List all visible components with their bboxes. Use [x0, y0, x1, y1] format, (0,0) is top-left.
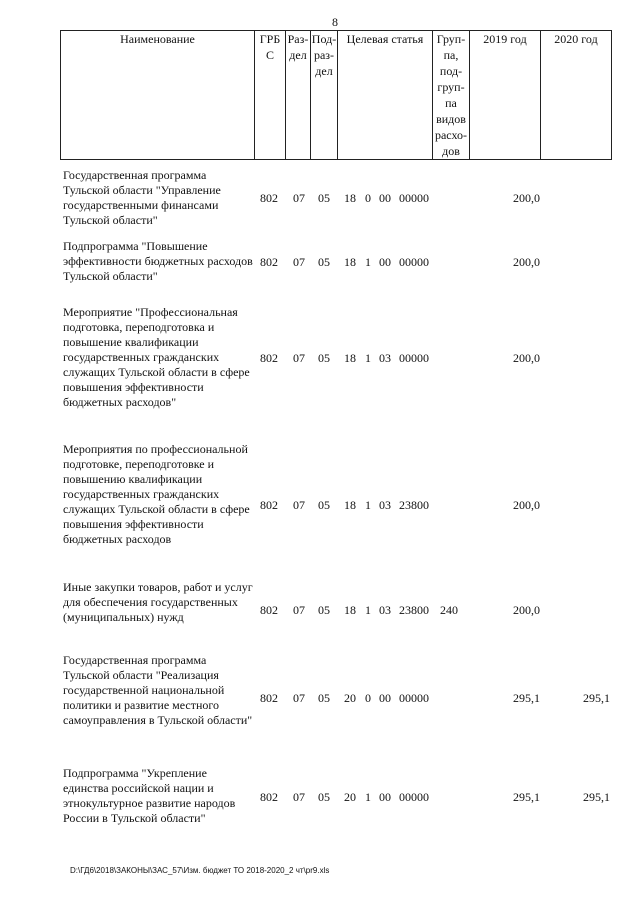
row-target-event: 03 — [379, 603, 391, 617]
row-target-program: 18 — [344, 191, 356, 205]
page-number: 8 — [332, 15, 338, 29]
header-name-cell — [61, 31, 255, 160]
row-podrazdel: 05 — [318, 603, 330, 617]
header-2019: 2019 год — [483, 32, 527, 46]
row-target-subprogram: 0 — [365, 691, 371, 705]
file-path-footer: D:\ГД6\2018\ЗАКОНЫ\ЗАС_57\Изм. бюджет ТО 2018-2020_2 чт\pr9.xls — [70, 866, 330, 875]
row-name: Государственная программа Тульской области "Управление государственными финансами Тульской области" — [63, 168, 221, 227]
row-target-direction: 00000 — [399, 351, 429, 365]
row-name: Иные закупки товаров, работ и услуг для обеспечения государственных (муниципальных) нужд — [63, 580, 253, 624]
row-target-subprogram: 0 — [365, 191, 371, 205]
header-razdel: Раз- дел — [287, 32, 309, 62]
header-razdel-cell — [286, 31, 311, 160]
header-grbs: ГРБ С — [259, 32, 281, 62]
row-razdel: 07 — [293, 790, 305, 804]
row-grbs: 802 — [260, 691, 278, 705]
row-2020: 295,1 — [583, 691, 610, 705]
row-podrazdel: 05 — [318, 191, 330, 205]
row-target-event: 00 — [379, 255, 391, 269]
row-grbs: 802 — [260, 790, 278, 804]
row-razdel: 07 — [293, 351, 305, 365]
header-2019-cell — [470, 31, 541, 160]
row-grbs: 802 — [260, 603, 278, 617]
header-podrazdel: Под- раз- дел — [311, 32, 337, 78]
row-razdel: 07 — [293, 498, 305, 512]
row-podrazdel: 05 — [318, 790, 330, 804]
row-target-direction: 23800 — [399, 603, 429, 617]
row-podrazdel: 05 — [318, 255, 330, 269]
header-target: Целевая статья — [346, 32, 424, 46]
row-razdel: 07 — [293, 603, 305, 617]
row-target-subprogram: 1 — [365, 603, 371, 617]
header-podrazdel-cell — [311, 31, 338, 160]
row-target-direction: 00000 — [399, 790, 429, 804]
row-target-direction: 00000 — [399, 191, 429, 205]
header-group: Груп- па, под- груп- па видов расхо- дов — [434, 32, 468, 158]
header-name: Наименование — [120, 32, 195, 46]
row-target-program: 20 — [344, 790, 356, 804]
row-target-event: 00 — [379, 790, 391, 804]
row-target-event: 00 — [379, 691, 391, 705]
row-target-program: 18 — [344, 351, 356, 365]
row-2019: 200,0 — [513, 603, 540, 617]
row-podrazdel: 05 — [318, 351, 330, 365]
row-target-subprogram: 1 — [365, 498, 371, 512]
row-target-program: 18 — [344, 603, 356, 617]
table-header — [60, 30, 612, 160]
row-podrazdel: 05 — [318, 691, 330, 705]
row-razdel: 07 — [293, 691, 305, 705]
header-group-cell — [433, 31, 470, 160]
row-target-direction: 00000 — [399, 691, 429, 705]
row-grbs: 802 — [260, 255, 278, 269]
row-target-subprogram: 1 — [365, 351, 371, 365]
row-grbs: 802 — [260, 498, 278, 512]
row-grbs: 802 — [260, 351, 278, 365]
row-target-subprogram: 1 — [365, 790, 371, 804]
row-2019: 295,1 — [513, 691, 540, 705]
row-name: Подпрограмма "Укрепление единства российской нации и этнокультурное развитие народов России в Тульской области" — [63, 766, 236, 825]
row-name: Подпрограмма "Повышение эффективности бюджетных расходов Тульской области" — [63, 239, 253, 283]
header-2020: 2020 год — [554, 32, 598, 46]
row-razdel: 07 — [293, 191, 305, 205]
row-target-program: 20 — [344, 691, 356, 705]
row-2019: 200,0 — [513, 255, 540, 269]
row-name: Мероприятие "Профессиональная подготовка, переподготовка и повышение квалификации государственных гражданских служащих Тульской области в сфере повышения эффективности бюджетных расходов" — [63, 305, 250, 409]
row-target-program: 18 — [344, 255, 356, 269]
row-target-event: 00 — [379, 191, 391, 205]
row-grbs: 802 — [260, 191, 278, 205]
row-target-direction: 23800 — [399, 498, 429, 512]
row-target-direction: 00000 — [399, 255, 429, 269]
row-target-event: 03 — [379, 498, 391, 512]
header-grbs-cell — [255, 31, 286, 160]
row-name: Мероприятия по профессиональной подготовке, переподготовке и повышению квалификации государственных гражданских служащих Тульской области в сфере повышения эффективности бюджетных расходов — [63, 442, 250, 546]
row-target-program: 18 — [344, 498, 356, 512]
row-2019: 200,0 — [513, 351, 540, 365]
row-podrazdel: 05 — [318, 498, 330, 512]
header-2020-cell — [541, 31, 612, 160]
row-target-subprogram: 1 — [365, 255, 371, 269]
row-2019: 200,0 — [513, 191, 540, 205]
row-razdel: 07 — [293, 255, 305, 269]
row-2020: 295,1 — [583, 790, 610, 804]
row-2019: 200,0 — [513, 498, 540, 512]
row-target-event: 03 — [379, 351, 391, 365]
header-target-cell — [338, 31, 433, 160]
row-name: Государственная программа Тульской области "Реализация государственной национальной политики и развитие местного самоуправления в Тульской области" — [63, 653, 253, 727]
row-group: 240 — [440, 603, 458, 617]
row-2019: 295,1 — [513, 790, 540, 804]
